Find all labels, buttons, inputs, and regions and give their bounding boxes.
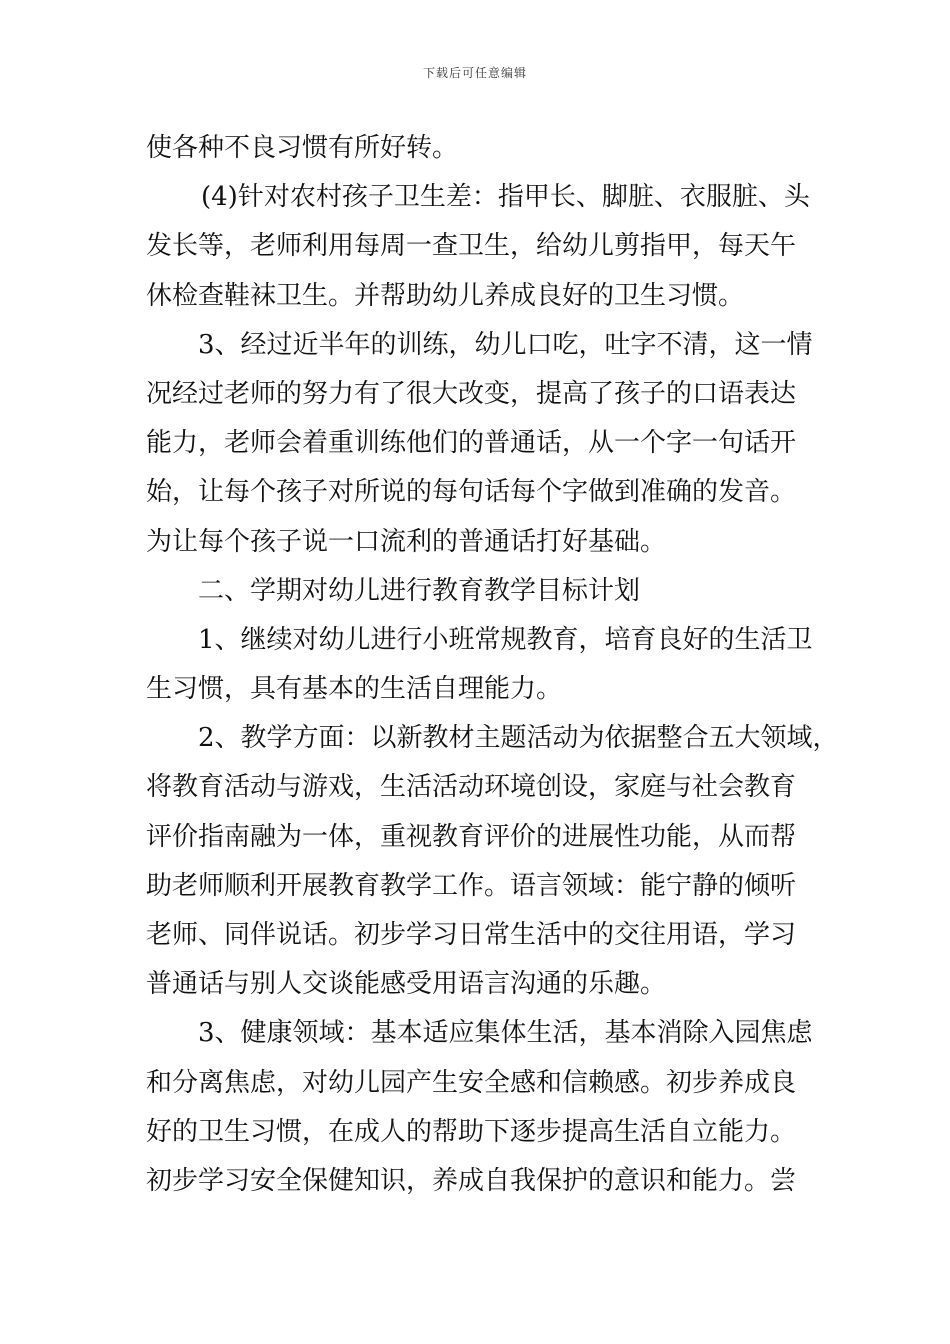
paragraph-line: 1、继续对幼儿进行小班常规教育，培育良好的生活卫	[198, 624, 813, 655]
paragraph-line: 评价指南融为一体，重视教育评价的进展性功能，从而帮	[146, 821, 797, 852]
paragraph-line: 发长等，老师利用每周一查卫生，给幼儿剪指甲，每天午	[146, 231, 797, 262]
paragraph-line: (4)针对农村孩子卫生差：指甲长、脚脏、衣服脏、头	[201, 182, 810, 213]
paragraph-line: 将教育活动与游戏，生活活动环境创设，家庭与社会教育	[146, 772, 797, 803]
paragraph-line: 老师、同伴说话。初步学习日常生活中的交往用语，学习	[146, 920, 797, 950]
page-header: 下载后可任意编辑	[422, 66, 527, 80]
paragraph-line: 况经过老师的努力有了很大改变，提高了孩子的口语表达	[146, 378, 797, 409]
document-body	[146, 124, 839, 1206]
paragraph-line: 使各种不良习惯有所好转。	[146, 133, 459, 163]
paragraph-line: 2、教学方面：以新教材主题活动为依据整合五大领域，	[198, 723, 839, 754]
paragraph-line: 助老师顺利开展教育教学工作。语言领域：能宁静的倾听	[146, 870, 797, 901]
paragraph-line: 普通话与别人交谈能感受用语言沟通的乐趣。	[146, 969, 667, 1000]
paragraph-line: 为让每个孩子说一口流利的普通话打好基础。	[146, 526, 667, 557]
paragraph-line: 休检查鞋袜卫生。并帮助幼儿养成良好的卫生习惯。	[146, 280, 745, 311]
paragraph-line: 3、经过近半年的训练，幼儿口吃，吐字不清，这一情	[198, 329, 813, 360]
paragraph-line: 3、健康领域：基本适应集体生活，基本消除入园焦虑	[198, 1018, 813, 1049]
paragraph-line: 始，让每个孩子对所说的每句话每个字做到准确的发音。	[146, 477, 797, 508]
section-heading: 二、学期对幼儿进行教育教学目标计划	[198, 575, 641, 606]
paragraph-line: 好的卫生习惯，在成人的帮助下逐步提高生活自立能力。	[146, 1116, 797, 1147]
paragraph-line: 生习惯，具有基本的生活自理能力。	[146, 674, 563, 705]
paragraph-line: 能力，老师会着重训练他们的普通话，从一个字一句话开	[146, 428, 797, 459]
paragraph-line: 初步学习安全保健知识，养成自我保护的意识和能力。尝	[146, 1165, 797, 1196]
paragraph-line: 和分离焦虑，对幼儿园产生安全感和信赖感。初步养成良	[146, 1067, 797, 1098]
